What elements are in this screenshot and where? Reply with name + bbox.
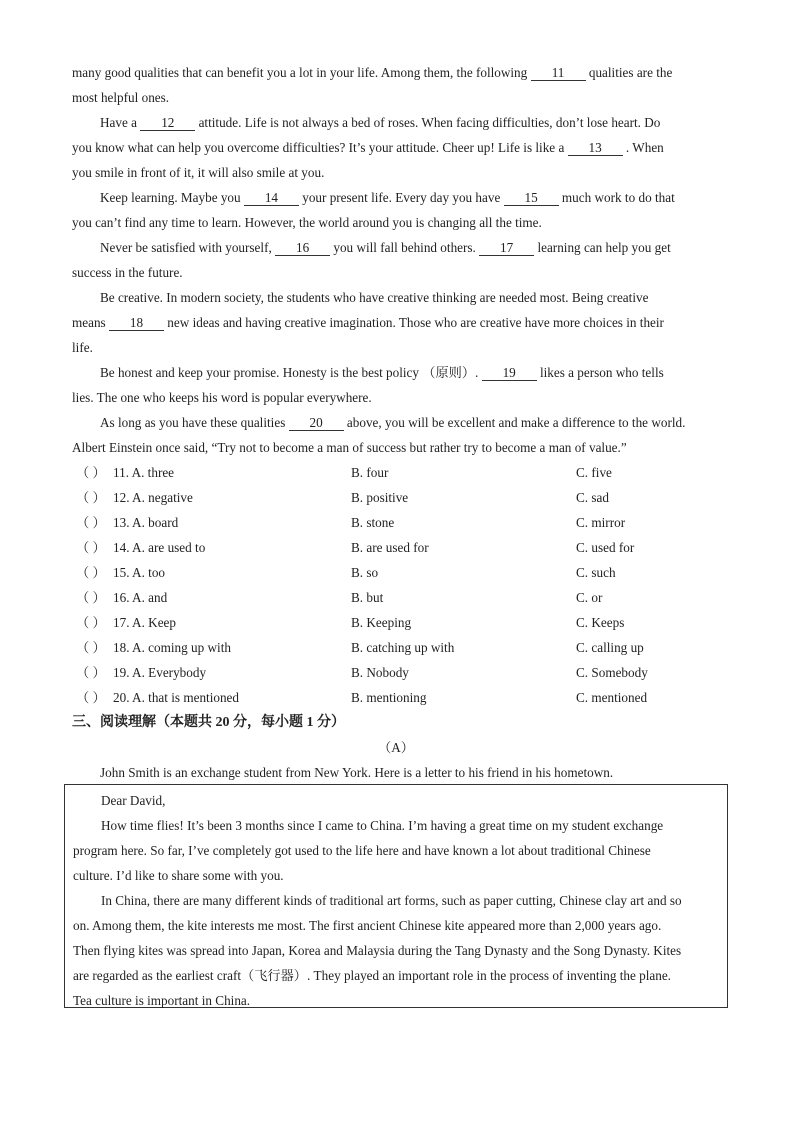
- passage-line: Albert Einstein once said, “Try not to become a man of success but rather try to become a man of value.”: [72, 440, 627, 455]
- letter-intro: John Smith is an exchange student from New York. Here is a letter to his friend in his hometown.: [100, 765, 614, 780]
- option-b[interactable]: B. mentioning: [351, 690, 427, 705]
- answer-slot[interactable]: （ ）: [76, 565, 106, 580]
- letter-line: Tea culture is important in China.: [73, 993, 251, 1008]
- letter-greeting: Dear David,: [101, 793, 166, 808]
- blank-19[interactable]: 19: [482, 365, 537, 381]
- option-row: [72, 485, 720, 510]
- part-label: （A）: [378, 740, 414, 755]
- letter-line: are regarded as the earliest craft（飞行器）. They played an important role in the process of inventing the plane.: [73, 968, 671, 983]
- passage-line: Never be satisfied with yourself, 16 you will fall behind others. 17 learning can help you get: [100, 240, 671, 255]
- answer-slot[interactable]: （ ）: [76, 515, 106, 530]
- cloze-passage: [72, 60, 720, 785]
- passage-line: many good qualities that can benefit you a lot in your life. Among them, the following 11 qualities are the: [72, 65, 673, 80]
- passage-line: Be honest and keep your promise. Honesty is the best policy （原则）. 19 likes a person who tells: [100, 365, 664, 380]
- letter-box: [64, 784, 728, 1008]
- blank-14[interactable]: 14: [244, 190, 299, 206]
- passage-line: Be creative. In modern society, the students who have creative thinking are needed most. Being creative: [100, 290, 649, 305]
- option-c[interactable]: C. sad: [576, 490, 609, 505]
- option-a[interactable]: 15. A. too: [113, 565, 166, 580]
- letter-line: How time flies! It’s been 3 months since I came to China. I’m having a great time on my student exchange: [101, 818, 664, 833]
- passage-line: As long as you have these qualities 20 above, you will be excellent and make a difference to the world.: [100, 415, 686, 430]
- passage-line: means 18 new ideas and having creative imagination. Those who are creative have more choices in their: [72, 315, 664, 330]
- answer-slot[interactable]: （ ）: [76, 465, 106, 480]
- answer-slot[interactable]: （ ）: [76, 665, 106, 680]
- option-a[interactable]: 12. A. negative: [113, 490, 193, 505]
- option-b[interactable]: B. but: [351, 590, 384, 605]
- option-row: [72, 510, 720, 535]
- blank-17[interactable]: 17: [479, 240, 534, 256]
- option-c[interactable]: C. mirror: [576, 515, 626, 530]
- blank-11[interactable]: 11: [531, 65, 586, 81]
- option-c[interactable]: C. calling up: [576, 640, 644, 655]
- answer-slot[interactable]: （ ）: [76, 540, 106, 555]
- option-row: [72, 685, 720, 710]
- letter-line: In China, there are many different kinds of traditional art forms, such as paper cutting, Chinese clay art and so: [101, 893, 682, 908]
- option-b[interactable]: B. Keeping: [351, 615, 412, 630]
- answer-slot[interactable]: （ ）: [76, 590, 106, 605]
- option-c[interactable]: C. Keeps: [576, 615, 625, 630]
- option-row: [72, 635, 720, 660]
- blank-18[interactable]: 18: [109, 315, 164, 331]
- passage-line: you know what can help you overcome difficulties? It’s your attitude. Cheer up! Life is like a 13 . When: [72, 140, 664, 155]
- blank-12[interactable]: 12: [140, 115, 195, 131]
- option-row: [72, 610, 720, 635]
- letter-line: program here. So far, I’ve completely got used to the life here and have known a lot about traditional Chinese: [73, 843, 651, 858]
- passage-line: most helpful ones.: [72, 90, 170, 105]
- option-a[interactable]: 20. A. that is mentioned: [113, 690, 240, 705]
- section-title: 三、阅读理解（本题共 20 分，每小题 1 分）: [72, 715, 345, 730]
- option-a[interactable]: 17. A. Keep: [113, 615, 176, 630]
- option-c[interactable]: C. five: [576, 465, 612, 480]
- passage-line: Keep learning. Maybe you 14 your present life. Every day you have 15 much work to do that: [100, 190, 675, 205]
- option-b[interactable]: B. stone: [351, 515, 395, 530]
- option-b[interactable]: B. four: [351, 465, 389, 480]
- blank-16[interactable]: 16: [275, 240, 330, 256]
- option-row: [72, 460, 720, 485]
- answer-slot[interactable]: （ ）: [76, 615, 106, 630]
- option-c[interactable]: C. mentioned: [576, 690, 648, 705]
- option-a[interactable]: 19. A. Everybody: [113, 665, 207, 680]
- answer-slot[interactable]: （ ）: [76, 640, 106, 655]
- option-a[interactable]: 18. A. coming up with: [113, 640, 231, 655]
- option-row: [72, 660, 720, 685]
- option-a[interactable]: 13. A. board: [113, 515, 179, 530]
- option-b[interactable]: B. positive: [351, 490, 409, 505]
- option-a[interactable]: 14. A. are used to: [113, 540, 206, 555]
- option-b[interactable]: B. catching up with: [351, 640, 455, 655]
- answer-slot[interactable]: （ ）: [76, 490, 106, 505]
- blank-20[interactable]: 20: [289, 415, 344, 431]
- option-b[interactable]: B. so: [351, 565, 379, 580]
- answer-slot[interactable]: （ ）: [76, 690, 106, 705]
- option-a[interactable]: 11. A. three: [113, 465, 175, 480]
- letter-line: on. Among them, the kite interests me most. The first ancient Chinese kite appeared more than 2,000 years ago.: [73, 918, 662, 933]
- option-a[interactable]: 16. A. and: [113, 590, 168, 605]
- letter-line: culture. I’d like to share some with you.: [73, 868, 284, 883]
- option-c[interactable]: C. such: [576, 565, 616, 580]
- option-c[interactable]: C. or: [576, 590, 603, 605]
- option-c[interactable]: C. Somebody: [576, 665, 648, 680]
- passage-line: life.: [72, 340, 93, 355]
- blank-15[interactable]: 15: [504, 190, 559, 206]
- option-b[interactable]: B. are used for: [351, 540, 429, 555]
- blank-13[interactable]: 13: [568, 140, 623, 156]
- option-row: [72, 560, 720, 585]
- passage-line: Have a 12 attitude. Life is not always a bed of roses. When facing difficulties, don’t lose heart. Do: [100, 115, 661, 130]
- option-row: [72, 585, 720, 610]
- letter-line: Then flying kites was spread into Japan, Korea and Malaysia during the Tang Dynasty and the Song Dynasty. Kites: [73, 943, 682, 958]
- options-list: [72, 460, 720, 710]
- passage-line: you can’t find any time to learn. However, the world around you is changing all the time.: [72, 215, 542, 230]
- option-c[interactable]: C. used for: [576, 540, 635, 555]
- option-row: [72, 535, 720, 560]
- option-b[interactable]: B. Nobody: [351, 665, 409, 680]
- passage-line: you smile in front of it, it will also smile at you.: [72, 165, 325, 180]
- passage-line: success in the future.: [72, 265, 183, 280]
- passage-line: lies. The one who keeps his word is popular everywhere.: [72, 390, 372, 405]
